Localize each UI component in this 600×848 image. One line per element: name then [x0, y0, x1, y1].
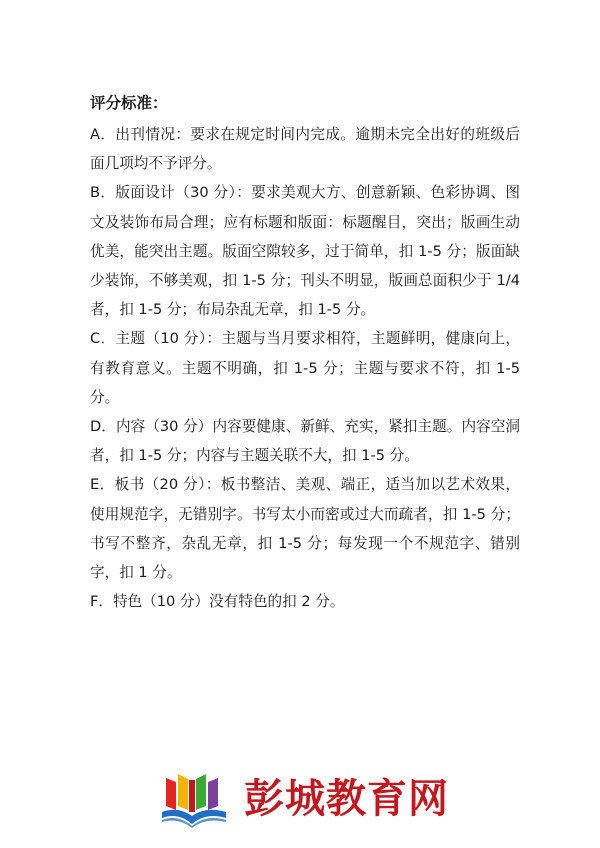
paragraph-f: F．特色（10 分）没有特色的扣 2 分。 — [90, 593, 345, 611]
open-book-logo-icon — [160, 770, 228, 830]
section-heading: 评分标准： — [90, 94, 168, 112]
paragraph-e: E．板书（20 分）：板书整洁、美观、端正，适当加以艺术效果，使用规范字，无错别字。书写太小而密或过大而疏者，扣 1-5 分；书写不整齐，杂乱无章，扣 1-5 分；每发现一个不规范字、错别字，扣 1 分。 — [90, 476, 520, 582]
site-logo — [160, 770, 460, 830]
paragraph-a: A．出刊情况：要求在规定时间内完成。逾期未完全出好的班级后面几项均不予评分。 — [90, 126, 520, 173]
paragraph-d: D．内容（30 分）内容要健康、新鲜、充实，紧扣主题。内容空洞者，扣 1-5 分；内容与主题关联不大，扣 1-5 分。 — [90, 418, 520, 465]
paragraph-b: B．版面设计（30 分）：要求美观大方、创意新颖、色彩协调、图文及装饰布局合理；应有标题和版面：标题醒目，突出；版画生动优美，能突出主题。版面空隙较多，过于简单，扣 1-5 分；版面缺少装饰，不够美观，扣 1-5 分；刊头不明显，版画总面积少于 1/4 者，扣 1-5 分；布局杂乱无章，扣 1-5 分。 — [90, 184, 520, 319]
document-body — [90, 92, 520, 616]
logo-text: 彭城教育网 — [244, 776, 449, 822]
paragraph-c: C．主题（10 分）：主题与当月要求相符，主题鲜明，健康向上，有教育意义。主题不明确，扣 1-5 分；主题与要求不符，扣 1-5 分。 — [90, 330, 520, 406]
